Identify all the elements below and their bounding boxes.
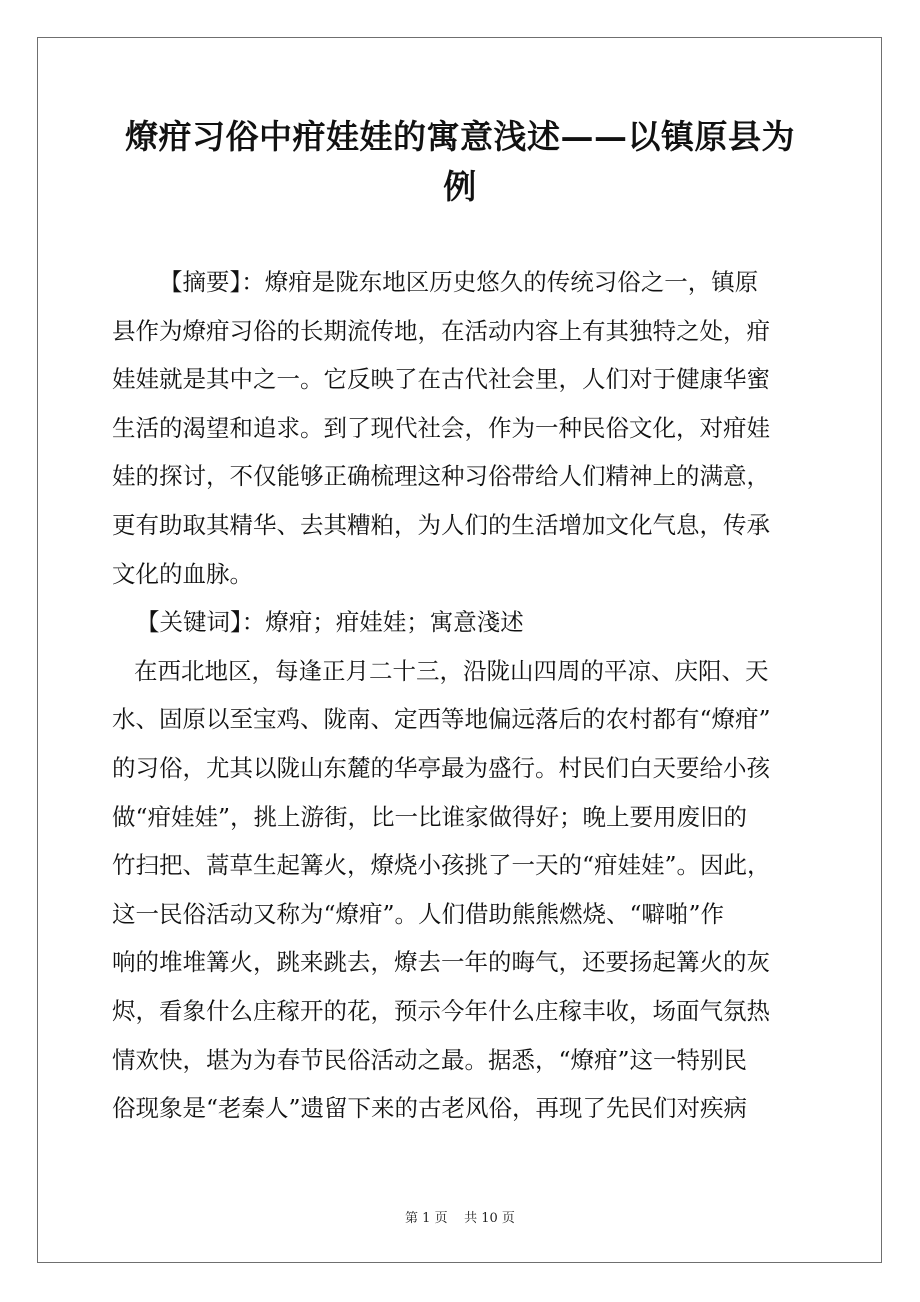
keywords-paragraph bbox=[112, 598, 832, 647]
abstract-line: 更有助取其精华、去其糟粕，为人们的生活增加文化气息，传承 bbox=[112, 510, 770, 539]
body-line: 响的堆堆篝火，跳来跳去，燎去一年的晦气，还要扬起篝火的灰 bbox=[112, 948, 770, 977]
abstract-line: 娃娃就是其中之一。它反映了在古代社会里，人们对于健康华蜜 bbox=[112, 365, 770, 394]
body-line: 情欢快，堪为为春节民俗活动之最。据悉，“燎疳”这一特别民 bbox=[112, 1045, 748, 1074]
abstract-paragraph bbox=[112, 258, 832, 598]
abstract-line: 娃的探讨，不仅能够正确梳理这种习俗带给人们精神上的满意， bbox=[112, 462, 770, 491]
title-line: 例 bbox=[443, 167, 477, 206]
document-title bbox=[95, 112, 825, 212]
body-line: 的习俗，尤其以陇山东麓的华亭最为盛行。村民们白天要给小孩 bbox=[112, 753, 770, 782]
page-number: 第 1 页 bbox=[405, 1211, 448, 1226]
abstract-line: 【摘要】：燎疳是陇东地区历史悠久的传统习俗之一，镇原 bbox=[159, 268, 759, 296]
body-line: 这一民俗活动又称为“燎疳”。人们借助熊熊燃烧、“噼啪”作 bbox=[112, 899, 725, 928]
body-line: 在西北地区，每逢正月二十三，沿陇山四周的平凉、庆阳、天 bbox=[134, 656, 769, 685]
abstract-line: 生活的渴望和追求。到了现代社会，作为一种民俗文化，对疳娃 bbox=[112, 413, 770, 442]
body-line: 烬，看象什么庄稼开的花，预示今年什么庄稼丰收，场面气氛热 bbox=[112, 996, 770, 1025]
keywords-line: 【关键词】：燎疳；疳娃娃；寓意淺述 bbox=[136, 608, 524, 637]
body-paragraph bbox=[112, 647, 832, 1133]
body-line: 做“疳娃娃”，挑上游街，比一比谁家做得好；晚上要用废旧的 bbox=[112, 802, 748, 831]
abstract-line: 文化的血脉。 bbox=[112, 559, 253, 588]
document-body bbox=[112, 258, 832, 1133]
title-line: 燎疳习俗中疳娃娃的寓意浅述——以镇原县为 bbox=[125, 117, 795, 156]
body-line: 水、固原以至宝鸡、陇南、定西等地偏远落后的农村都有“燎疳” bbox=[112, 705, 771, 734]
page-footer bbox=[0, 1207, 920, 1226]
page-total: 共 10 页 bbox=[464, 1211, 515, 1226]
body-line: 竹扫把、蒿草生起篝火，燎烧小孩挑了一天的“疳娃娃”。因此， bbox=[112, 851, 771, 880]
abstract-line: 县作为燎疳习俗的长期流传地，在活动内容上有其独特之处，疳 bbox=[112, 316, 770, 345]
body-line: 俗现象是“老秦人”遗留下来的古老风俗，再现了先民们对疾病 bbox=[112, 1094, 748, 1123]
